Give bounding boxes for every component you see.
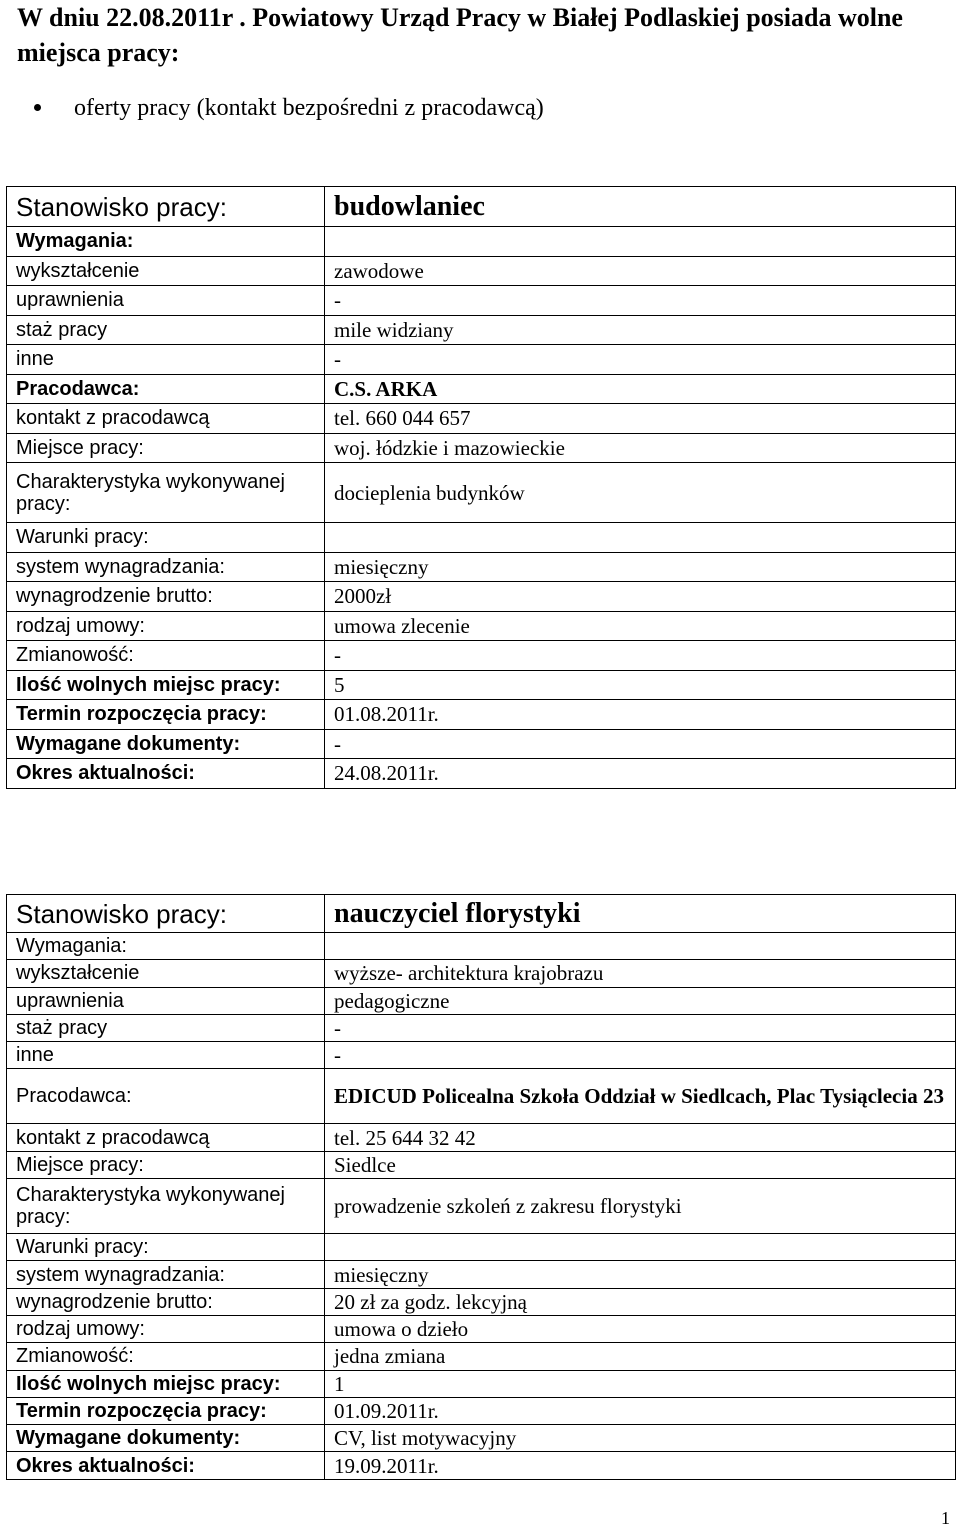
validity-label: Okres aktualności: xyxy=(7,1452,325,1479)
table-row xyxy=(7,582,956,612)
qualifications-label: uprawnienia xyxy=(7,286,325,316)
table-row xyxy=(7,1370,956,1397)
page-number: 1 xyxy=(941,1508,950,1528)
table-row xyxy=(7,227,956,257)
position-value: nauczyciel florystyki xyxy=(325,895,956,933)
gross-salary-label: wynagrodzenie brutto: xyxy=(7,1288,325,1315)
shifts-label: Zmianowość: xyxy=(7,1343,325,1370)
table-row xyxy=(7,1124,956,1151)
job-description-label: Charakterystyka wykonywanej pracy: xyxy=(7,1179,325,1234)
education-label: wykształcenie xyxy=(7,256,325,286)
bullet-icon xyxy=(34,104,41,111)
table-row xyxy=(7,729,956,759)
qualifications-label: uprawnienia xyxy=(7,987,325,1014)
vacancies-value: 1 xyxy=(325,1370,956,1397)
qualifications-value: - xyxy=(325,286,956,316)
vacancies-label: Ilość wolnych miejsc pracy: xyxy=(7,670,325,700)
workplace-value: Siedlce xyxy=(325,1151,956,1178)
job-offer-table-2 xyxy=(6,894,956,1480)
documents-value: - xyxy=(325,729,956,759)
job-description-value: docieplenia budynków xyxy=(325,463,956,523)
table-row xyxy=(7,374,956,404)
table-row xyxy=(7,433,956,463)
employer-value: EDICUD Policealna Szkoła Oddział w Siedlcach, Plac Tysiąclecia 23 xyxy=(325,1069,956,1124)
contract-type-label: rodzaj umowy: xyxy=(7,1315,325,1342)
start-date-value: 01.09.2011r. xyxy=(325,1397,956,1424)
vacancies-value: 5 xyxy=(325,670,956,700)
workplace-label: Miejsce pracy: xyxy=(7,433,325,463)
requirements-label: Wymagania: xyxy=(7,933,325,960)
table-row xyxy=(7,286,956,316)
table-row xyxy=(7,1261,956,1288)
table-row xyxy=(7,187,956,227)
validity-label: Okres aktualności: xyxy=(7,759,325,789)
experience-value: - xyxy=(325,1014,956,1041)
table-row xyxy=(7,1151,956,1178)
table-row xyxy=(7,256,956,286)
vacancies-label: Ilość wolnych miejsc pracy: xyxy=(7,1370,325,1397)
contact-label: kontakt z pracodawcą xyxy=(7,1124,325,1151)
start-date-value: 01.08.2011r. xyxy=(325,700,956,730)
table-row xyxy=(7,1397,956,1424)
empty-cell xyxy=(325,523,956,553)
shifts-value: jedna zmiana xyxy=(325,1343,956,1370)
table-row xyxy=(7,960,956,987)
experience-label: staż pracy xyxy=(7,1014,325,1041)
employer-label: Pracodawca: xyxy=(7,374,325,404)
start-date-label: Termin rozpoczęcia pracy: xyxy=(7,1397,325,1424)
table-row xyxy=(7,1179,956,1234)
requirements-label: Wymagania: xyxy=(7,227,325,257)
table-row xyxy=(7,552,956,582)
employer-label: Pracodawca: xyxy=(7,1069,325,1124)
other-label: inne xyxy=(7,345,325,375)
position-label: Stanowisko pracy: xyxy=(7,895,325,933)
documents-label: Wymagane dokumenty: xyxy=(7,729,325,759)
pay-system-value: miesięczny xyxy=(325,552,956,582)
workplace-label: Miejsce pracy: xyxy=(7,1151,325,1178)
table-row xyxy=(7,1234,956,1261)
validity-value: 19.09.2011r. xyxy=(325,1452,956,1479)
job-offer-table-1 xyxy=(6,186,956,789)
table-row xyxy=(7,1069,956,1124)
table-row xyxy=(7,641,956,671)
conditions-label: Warunki pracy: xyxy=(7,1234,325,1261)
contract-type-value: umowa zlecenie xyxy=(325,611,956,641)
gross-salary-value: 20 zł za godz. lekcyjną xyxy=(325,1288,956,1315)
table-row xyxy=(7,404,956,434)
table-row xyxy=(7,1452,956,1479)
table-row xyxy=(7,523,956,553)
empty-cell xyxy=(325,1234,956,1261)
conditions-label: Warunki pracy: xyxy=(7,523,325,553)
contract-type-value: umowa o dzieło xyxy=(325,1315,956,1342)
table-row xyxy=(7,759,956,789)
validity-value: 24.08.2011r. xyxy=(325,759,956,789)
pay-system-value: miesięczny xyxy=(325,1261,956,1288)
table-row xyxy=(7,1425,956,1452)
table-row xyxy=(7,463,956,523)
documents-label: Wymagane dokumenty: xyxy=(7,1425,325,1452)
table-row xyxy=(7,1014,956,1041)
offer-type-label: oferty pracy (kontakt bezpośredni z pracodawcą) xyxy=(74,95,544,121)
other-label: inne xyxy=(7,1042,325,1069)
shifts-value: - xyxy=(325,641,956,671)
documents-value: CV, list motywacyjny xyxy=(325,1425,956,1452)
other-value: - xyxy=(325,1042,956,1069)
table-row xyxy=(7,1343,956,1370)
start-date-label: Termin rozpoczęcia pracy: xyxy=(7,700,325,730)
qualifications-value: pedagogiczne xyxy=(325,987,956,1014)
contact-value: tel. 660 044 657 xyxy=(325,404,956,434)
table-row xyxy=(7,315,956,345)
contact-label: kontakt z pracodawcą xyxy=(7,404,325,434)
table-row xyxy=(7,700,956,730)
page-title: W dniu 22.08.2011r . Powiatowy Urząd Pracy w Białej Podlaskiej posiada wolne miejsca pracy: xyxy=(17,3,903,67)
table-row xyxy=(7,670,956,700)
workplace-value: woj. łódzkie i mazowieckie xyxy=(325,433,956,463)
offer-type-bullet xyxy=(34,93,544,123)
table-row xyxy=(7,933,956,960)
gross-salary-value: 2000zł xyxy=(325,582,956,612)
table-row xyxy=(7,895,956,933)
education-label: wykształcenie xyxy=(7,960,325,987)
pay-system-label: system wynagradzania: xyxy=(7,1261,325,1288)
table-row xyxy=(7,1315,956,1342)
shifts-label: Zmianowość: xyxy=(7,641,325,671)
contact-value: tel. 25 644 32 42 xyxy=(325,1124,956,1151)
experience-value: mile widziany xyxy=(325,315,956,345)
contract-type-label: rodzaj umowy: xyxy=(7,611,325,641)
other-value: - xyxy=(325,345,956,375)
position-value: budowlaniec xyxy=(325,187,956,227)
table-row xyxy=(7,611,956,641)
education-value: zawodowe xyxy=(325,256,956,286)
job-description-value: prowadzenie szkoleń z zakresu florystyki xyxy=(325,1179,956,1234)
gross-salary-label: wynagrodzenie brutto: xyxy=(7,582,325,612)
empty-cell xyxy=(325,933,956,960)
experience-label: staż pracy xyxy=(7,315,325,345)
table-row xyxy=(7,345,956,375)
empty-cell xyxy=(325,227,956,257)
education-value: wyższe- architektura krajobrazu xyxy=(325,960,956,987)
table-row xyxy=(7,1288,956,1315)
table-row xyxy=(7,987,956,1014)
position-label: Stanowisko pracy: xyxy=(7,187,325,227)
employer-value: C.S. ARKA xyxy=(325,374,956,404)
pay-system-label: system wynagradzania: xyxy=(7,552,325,582)
table-row xyxy=(7,1042,956,1069)
job-description-label: Charakterystyka wykonywanej pracy: xyxy=(7,463,325,523)
